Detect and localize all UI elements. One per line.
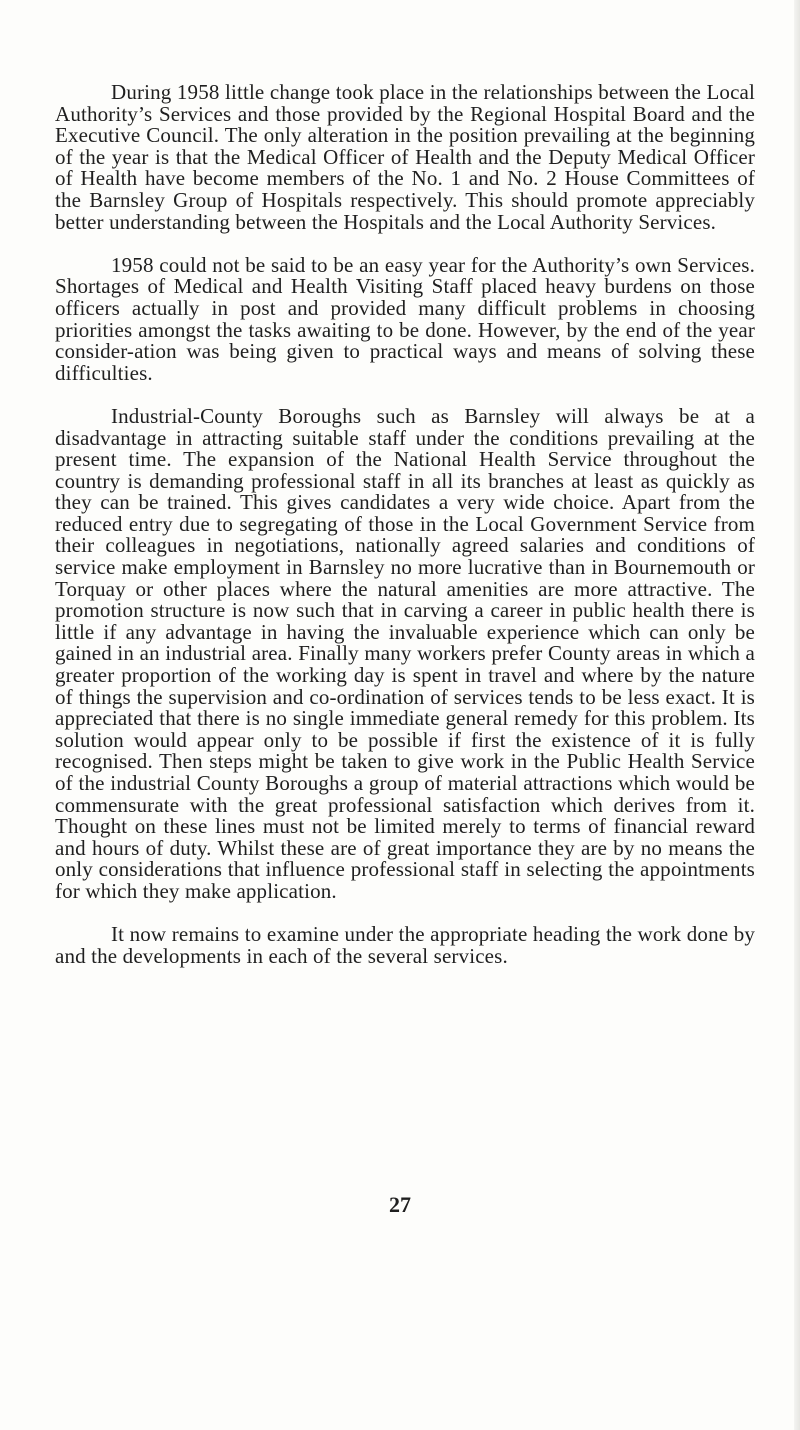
paragraph-hospital-relationships: During 1958 little change took place in the relationships between the Local Authority’s Services and those provided by the Regional Hospital Board and the Executive Council. The only alteration in the position prevailing at the beginning of the year is that the Medical Officer of Health and the Deputy Medical Officer of Health have become members of the No. 1 and No. 2 House Committees of the Barnsley Group of Hospitals respectively. This should promote appreciably better understanding between the Hospitals and the Local Authority Services. [55, 80, 755, 234]
body-text [55, 82, 755, 989]
paragraph-services-review: It now remains to examine under the appropriate heading the work done by and the developments in each of the several services. [55, 922, 755, 968]
page-number: 27 [389, 1192, 411, 1217]
paragraph-staff-shortages: 1958 could not be said to be an easy year for the Authority’s own Services. Shortages of Medical and Health Visiting Staff placed heavy burdens on those officers actually in post and provided many difficult problems in choosing priorities amongst the tasks awaiting to be done. However, by the end of the year consider-ation was being given to practical ways and means of solving these difficulties. [55, 252, 755, 385]
paragraph-recruitment-disadvantage: Industrial-County Boroughs such as Barnsley will always be at a disadvantage in attracting suitable staff under the conditions prevailing at the present time. The expansion of the National Health Service throughout the country is demanding professional staff in all its branches at least as quickly as they can be trained. This gives candidates a very wide choice. Apart from the reduced entry due to segregating of those in the Local Government Service from their colleagues in negotiations, nationally agreed salaries and conditions of service make employment in Barnsley no more lucrative than in Bournemouth or Torquay or other places where the natural amenities are more attractive. The promotion structure is now such that in carving a career in public health there is little if any advantage in having the invaluable experience which can only be gained in an industrial area. Finally many workers prefer County areas in which a greater proportion of the working day is spent in travel and where by the nature of things the supervision and co-ordination of services tends to be less exact. It is appreciated that there is no single immediate general remedy for this problem. Its solution would appear only to be possible if first the existence of it is fully recognised. Then steps might be taken to give work in the Public Health Service of the industrial County Boroughs a group of material attractions which would be commensurate with the great professional satisfaction which derives from it. Thought on these lines must not be limited merely to terms of financial reward and hours of duty. Whilst these are of great importance they are by no means the only considerations that influence professional staff in selecting the appointments for which they make application. [55, 403, 755, 903]
